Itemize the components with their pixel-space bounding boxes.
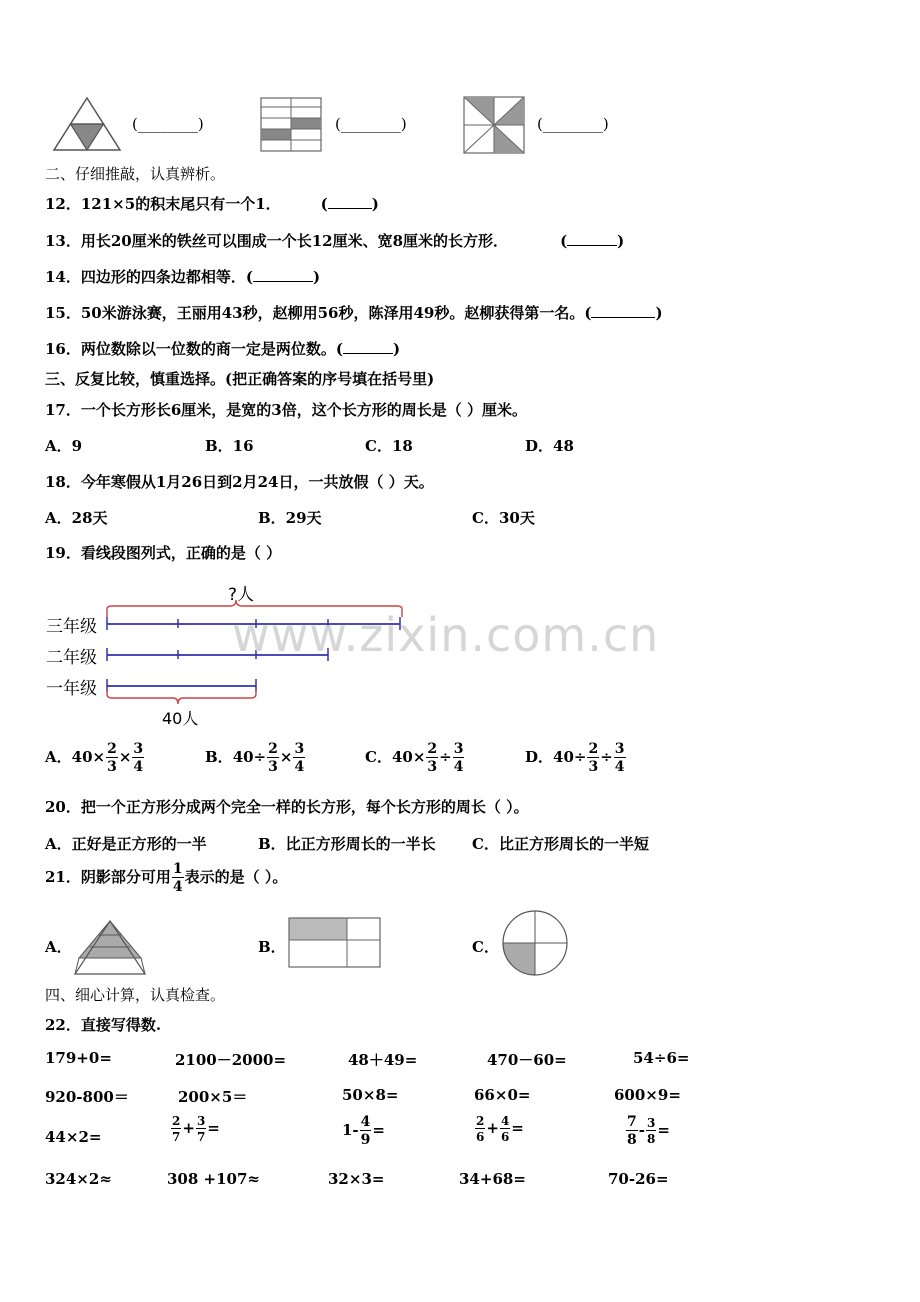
q22-stem: 22．直接写得数. [45, 1016, 162, 1034]
section-4-heading: 四、细心计算，认真检查。 [45, 986, 226, 1004]
calc-r4-4: 34+68= [459, 1170, 526, 1188]
calc-r3-3: 1- $\frac{4}{9}$ = [342, 1114, 385, 1148]
q19-option-b[interactable]: B．40÷ $\frac{2}{3}$ × $\frac{3}{4}$ [205, 741, 305, 775]
calc-r2-4: 66×0= [474, 1086, 531, 1104]
q20-stem: 20．把一个正方形分成两个完全一样的长方形，每个长方形的周长（ ）。 [45, 798, 529, 816]
section-2-heading: 二、仔细推敲，认真辨析。 [45, 165, 226, 183]
star-square-figure [463, 96, 525, 154]
q16-text: 16．两位数除以一位数的商一定是两位数。( ) [45, 340, 401, 358]
q18-option-a[interactable]: A．28天 [45, 509, 108, 527]
q19-row-label-2: 二年级 [46, 648, 97, 668]
section-3-heading: 三、反复比较，慎重选择。(把正确答案的序号填在括号里) [45, 370, 435, 388]
q18-option-b[interactable]: B．29天 [258, 509, 322, 527]
calc-r4-5: 70-26= [608, 1170, 669, 1188]
q21-rectangle-figure [288, 917, 382, 969]
q17-stem: 17．一个长方形长6厘米，是宽的3倍，这个长方形的周长是（ ）厘米。 [45, 401, 527, 419]
q21-option-a[interactable]: A． [45, 938, 72, 956]
watermark: www.zixin.com.cn [232, 608, 660, 662]
calc-r1-3: 48＋49= [348, 1051, 418, 1069]
calc-r1-1: 179+0= [45, 1049, 112, 1067]
calc-r2-2: 200×5＝ [178, 1088, 248, 1106]
q18-option-c[interactable]: C．30天 [472, 509, 535, 527]
calc-r4-1: 324×2≈ [45, 1170, 112, 1188]
q21-circle-figure [501, 909, 571, 979]
calc-r4-3: 32×3= [328, 1170, 385, 1188]
q19-stem: 19．看线段图列式，正确的是（ ） [45, 544, 282, 562]
q20-option-c[interactable]: C．比正方形周长的一半短 [472, 835, 649, 853]
blank-2[interactable]: (________) [335, 115, 407, 133]
q19-row-label-1: 一年级 [46, 679, 97, 699]
calc-r2-3: 50×8= [342, 1086, 399, 1104]
q19-row-label-3: 三年级 [46, 617, 97, 637]
calc-r3-4: $\frac{2}{6}$ + $\frac{4}{6}$ = [476, 1114, 524, 1144]
blank-3[interactable]: (________) [537, 115, 609, 133]
calc-r2-5: 600×9= [614, 1086, 681, 1104]
q17-option-d[interactable]: D．48 [525, 437, 574, 455]
q19-top-label: ?人 [228, 585, 255, 605]
q19-bottom-label: 40人 [162, 709, 199, 728]
calc-r2-1: 920-800＝ [45, 1088, 129, 1106]
q17-option-c[interactable]: C．18 [365, 437, 413, 455]
q18-stem: 18．今年寒假从1月26日到2月24日，一共放假（ ）天。 [45, 473, 434, 491]
q17-option-b[interactable]: B．16 [205, 437, 254, 455]
q21-triangle-figure [74, 918, 146, 976]
triangle-figure [52, 96, 122, 152]
q17-option-a[interactable]: A．9 [45, 437, 83, 455]
calc-r3-2: $\frac{2}{7}$ + $\frac{3}{7}$ = [172, 1114, 220, 1144]
calc-r3-1: 44×2= [45, 1128, 102, 1146]
q21-option-c[interactable]: C． [472, 938, 499, 956]
calc-r1-2: 2100－2000= [175, 1051, 287, 1069]
q15-text: 15．50米游泳赛，王丽用43秒，赵柳用56秒，陈泽用49秒。赵柳获得第一名。( ) [45, 304, 663, 322]
q19-option-d[interactable]: D．40÷ $\frac{2}{3}$ ÷ $\frac{3}{4}$ [525, 741, 625, 775]
q12-text: 12．121×5的积末尾只有一个1． ( ) [45, 195, 379, 213]
q21-option-b[interactable]: B． [258, 938, 286, 956]
calc-r1-4: 470－60= [487, 1051, 567, 1069]
calc-r1-5: 54÷6= [633, 1049, 690, 1067]
q21-stem: 21．阴影部分可用 $\frac{1}{4}$ 表示的是（ ）。 [45, 861, 288, 895]
q13-text: 13．用长20厘米的铁丝可以围成一个长12厘米、宽8厘米的长方形． ( ) [45, 232, 625, 250]
blank-1[interactable]: (________) [132, 115, 204, 133]
calc-r3-5: $\frac{7}{8}$ - $\frac{3}{8}$ = [627, 1114, 670, 1148]
q19-option-a[interactable]: A．40× $\frac{2}{3}$ × $\frac{3}{4}$ [45, 741, 144, 775]
q20-option-b[interactable]: B．比正方形周长的一半长 [258, 835, 436, 853]
calc-r4-2: 308 +107≈ [167, 1170, 260, 1188]
q19-option-c[interactable]: C．40× $\frac{2}{3}$ ÷ $\frac{3}{4}$ [365, 741, 464, 775]
grid-rect-figure [260, 97, 322, 153]
q20-option-a[interactable]: A．正好是正方形的一半 [45, 835, 207, 853]
q14-text: 14．四边形的四条边都相等．( ) [45, 268, 321, 286]
